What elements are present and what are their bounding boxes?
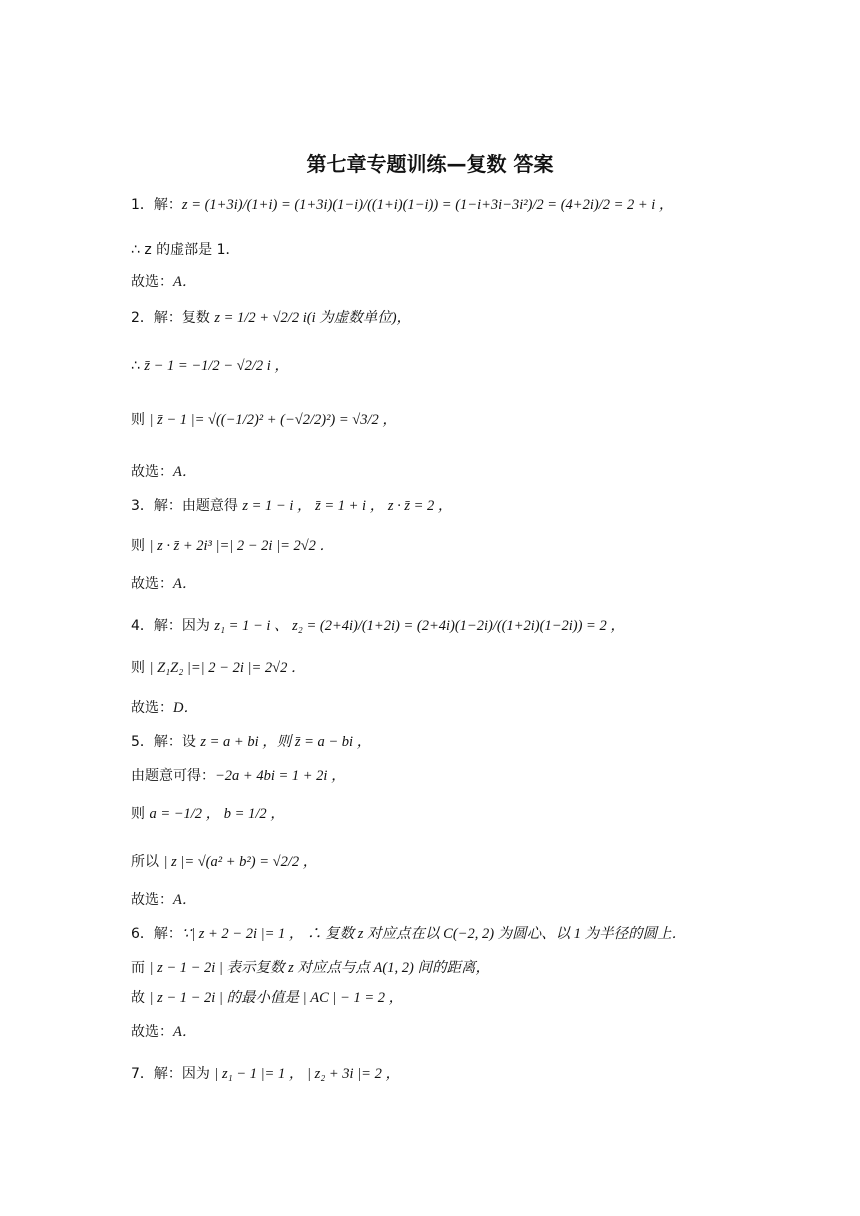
solution-line	[131, 272, 196, 292]
solution-line	[131, 988, 403, 1008]
line-math: −2a + 4bi = 1 + 2i ，	[215, 768, 346, 784]
line-prefix: 由题意可得：	[131, 768, 215, 784]
solution-line	[131, 1022, 196, 1042]
solution-line	[131, 890, 196, 910]
line-prefix: 故	[131, 990, 150, 1006]
line-math: | Z₁Z₂ |=| 2 − 2i |= 2√2 ．	[149, 660, 306, 676]
line-math: | z − 1 − 2i | 的最小值是 | AC | − 1 = 2 ，	[149, 990, 404, 1006]
line-prefix: ∴	[131, 358, 145, 374]
solution-line	[131, 1064, 400, 1084]
line-prefix: 1．解：	[131, 197, 182, 213]
solution-line	[131, 732, 371, 752]
line-math: z₁ = 1 − i 、 z₂ = (2+4i)/(1+2i) = (2+4i)(1−2i)/((1+2i)(1−2i)) = 2 ，	[214, 618, 625, 634]
solution-line	[131, 410, 397, 430]
solution-line	[131, 698, 198, 718]
solution-line	[131, 766, 346, 786]
line-math: | z₁ − 1 |= 1 ， | z₂ + 3i |= 2 ，	[214, 1066, 400, 1082]
line-prefix: 6．解：	[131, 926, 182, 942]
line-prefix: 则	[131, 412, 150, 428]
line-math: z = (1+3i)/(1+i) = (1+3i)(1−i)/((1+i)(1−i)) = (1−i+3i−3i²)/2 = (4+2i)/2 = 2 + i ，	[181, 197, 674, 213]
line-prefix: 2．解：复数	[131, 310, 215, 326]
line-math: z = 1 − i ， z̄ = 1 + i ， z · z̄ = 2 ，	[242, 498, 453, 514]
line-math: | z − 1 − 2i | 表示复数 z 对应点与点 A(1, 2) 间的距离，	[149, 960, 490, 976]
line-prefix: 故选：	[131, 892, 173, 908]
line-math: z̄ − 1 = −1/2 − √2/2 i ，	[144, 358, 289, 374]
line-prefix: 7．解：因为	[131, 1066, 215, 1082]
line-math: A．	[173, 892, 197, 908]
line-prefix: 故选：	[131, 700, 173, 716]
line-math: A．	[173, 274, 197, 290]
line-prefix: 所以	[131, 854, 164, 870]
line-prefix: 则	[131, 806, 150, 822]
line-math: a = −1/2 ， b = 1/2 ，	[149, 806, 285, 822]
solution-line	[131, 195, 673, 215]
solution-line	[131, 658, 305, 678]
line-math: z = 1/2 + √2/2 i(i 为虚数单位)，	[214, 310, 412, 326]
line-math: A．	[173, 1024, 197, 1040]
line-prefix: 故选：	[131, 274, 173, 290]
solution-line	[131, 924, 686, 944]
solution-line	[131, 536, 334, 556]
solution-line	[131, 356, 289, 376]
line-prefix: 故选：	[131, 464, 173, 480]
line-prefix: 而	[131, 960, 150, 976]
line-prefix: 则	[131, 538, 150, 554]
solution-line	[131, 496, 452, 516]
line-math: A．	[173, 576, 197, 592]
solution-line	[131, 240, 240, 260]
solution-line	[131, 616, 625, 636]
solution-line	[131, 462, 196, 482]
solution-line	[131, 308, 411, 328]
line-math: A．	[173, 464, 197, 480]
solution-line	[131, 852, 317, 872]
line-prefix: ∴ z 的虚部是 1．	[131, 242, 240, 258]
solution-line	[131, 804, 285, 824]
line-math: | z |= √(a² + b²) = √2/2 ，	[163, 854, 318, 870]
line-prefix: 5．解：设	[131, 734, 201, 750]
line-prefix: 故选：	[131, 1024, 173, 1040]
line-prefix: 故选：	[131, 576, 173, 592]
line-math: | z̄ − 1 |= √((−1/2)² + (−√2/2)²) = √3/2 ，	[149, 412, 397, 428]
solution-line	[131, 958, 490, 978]
solution-line	[131, 574, 196, 594]
line-math: z = a + bi ，则 z̄ = a − bi ，	[200, 734, 372, 750]
line-prefix: 3．解：由题意得	[131, 498, 243, 514]
line-prefix: 4．解：因为	[131, 618, 215, 634]
line-math: D．	[173, 700, 198, 716]
line-math: | z · z̄ + 2i³ |=| 2 − 2i |= 2√2 ．	[149, 538, 335, 554]
page-title: 第七章专题训练—复数 答案	[306, 152, 554, 176]
line-math: ∵| z + 2 − 2i |= 1 ， ∴ 复数 z 对应点在以 C(−2, 2) 为圆心、以 1 为半径的圆上．	[181, 926, 687, 942]
line-prefix: 则	[131, 660, 150, 676]
